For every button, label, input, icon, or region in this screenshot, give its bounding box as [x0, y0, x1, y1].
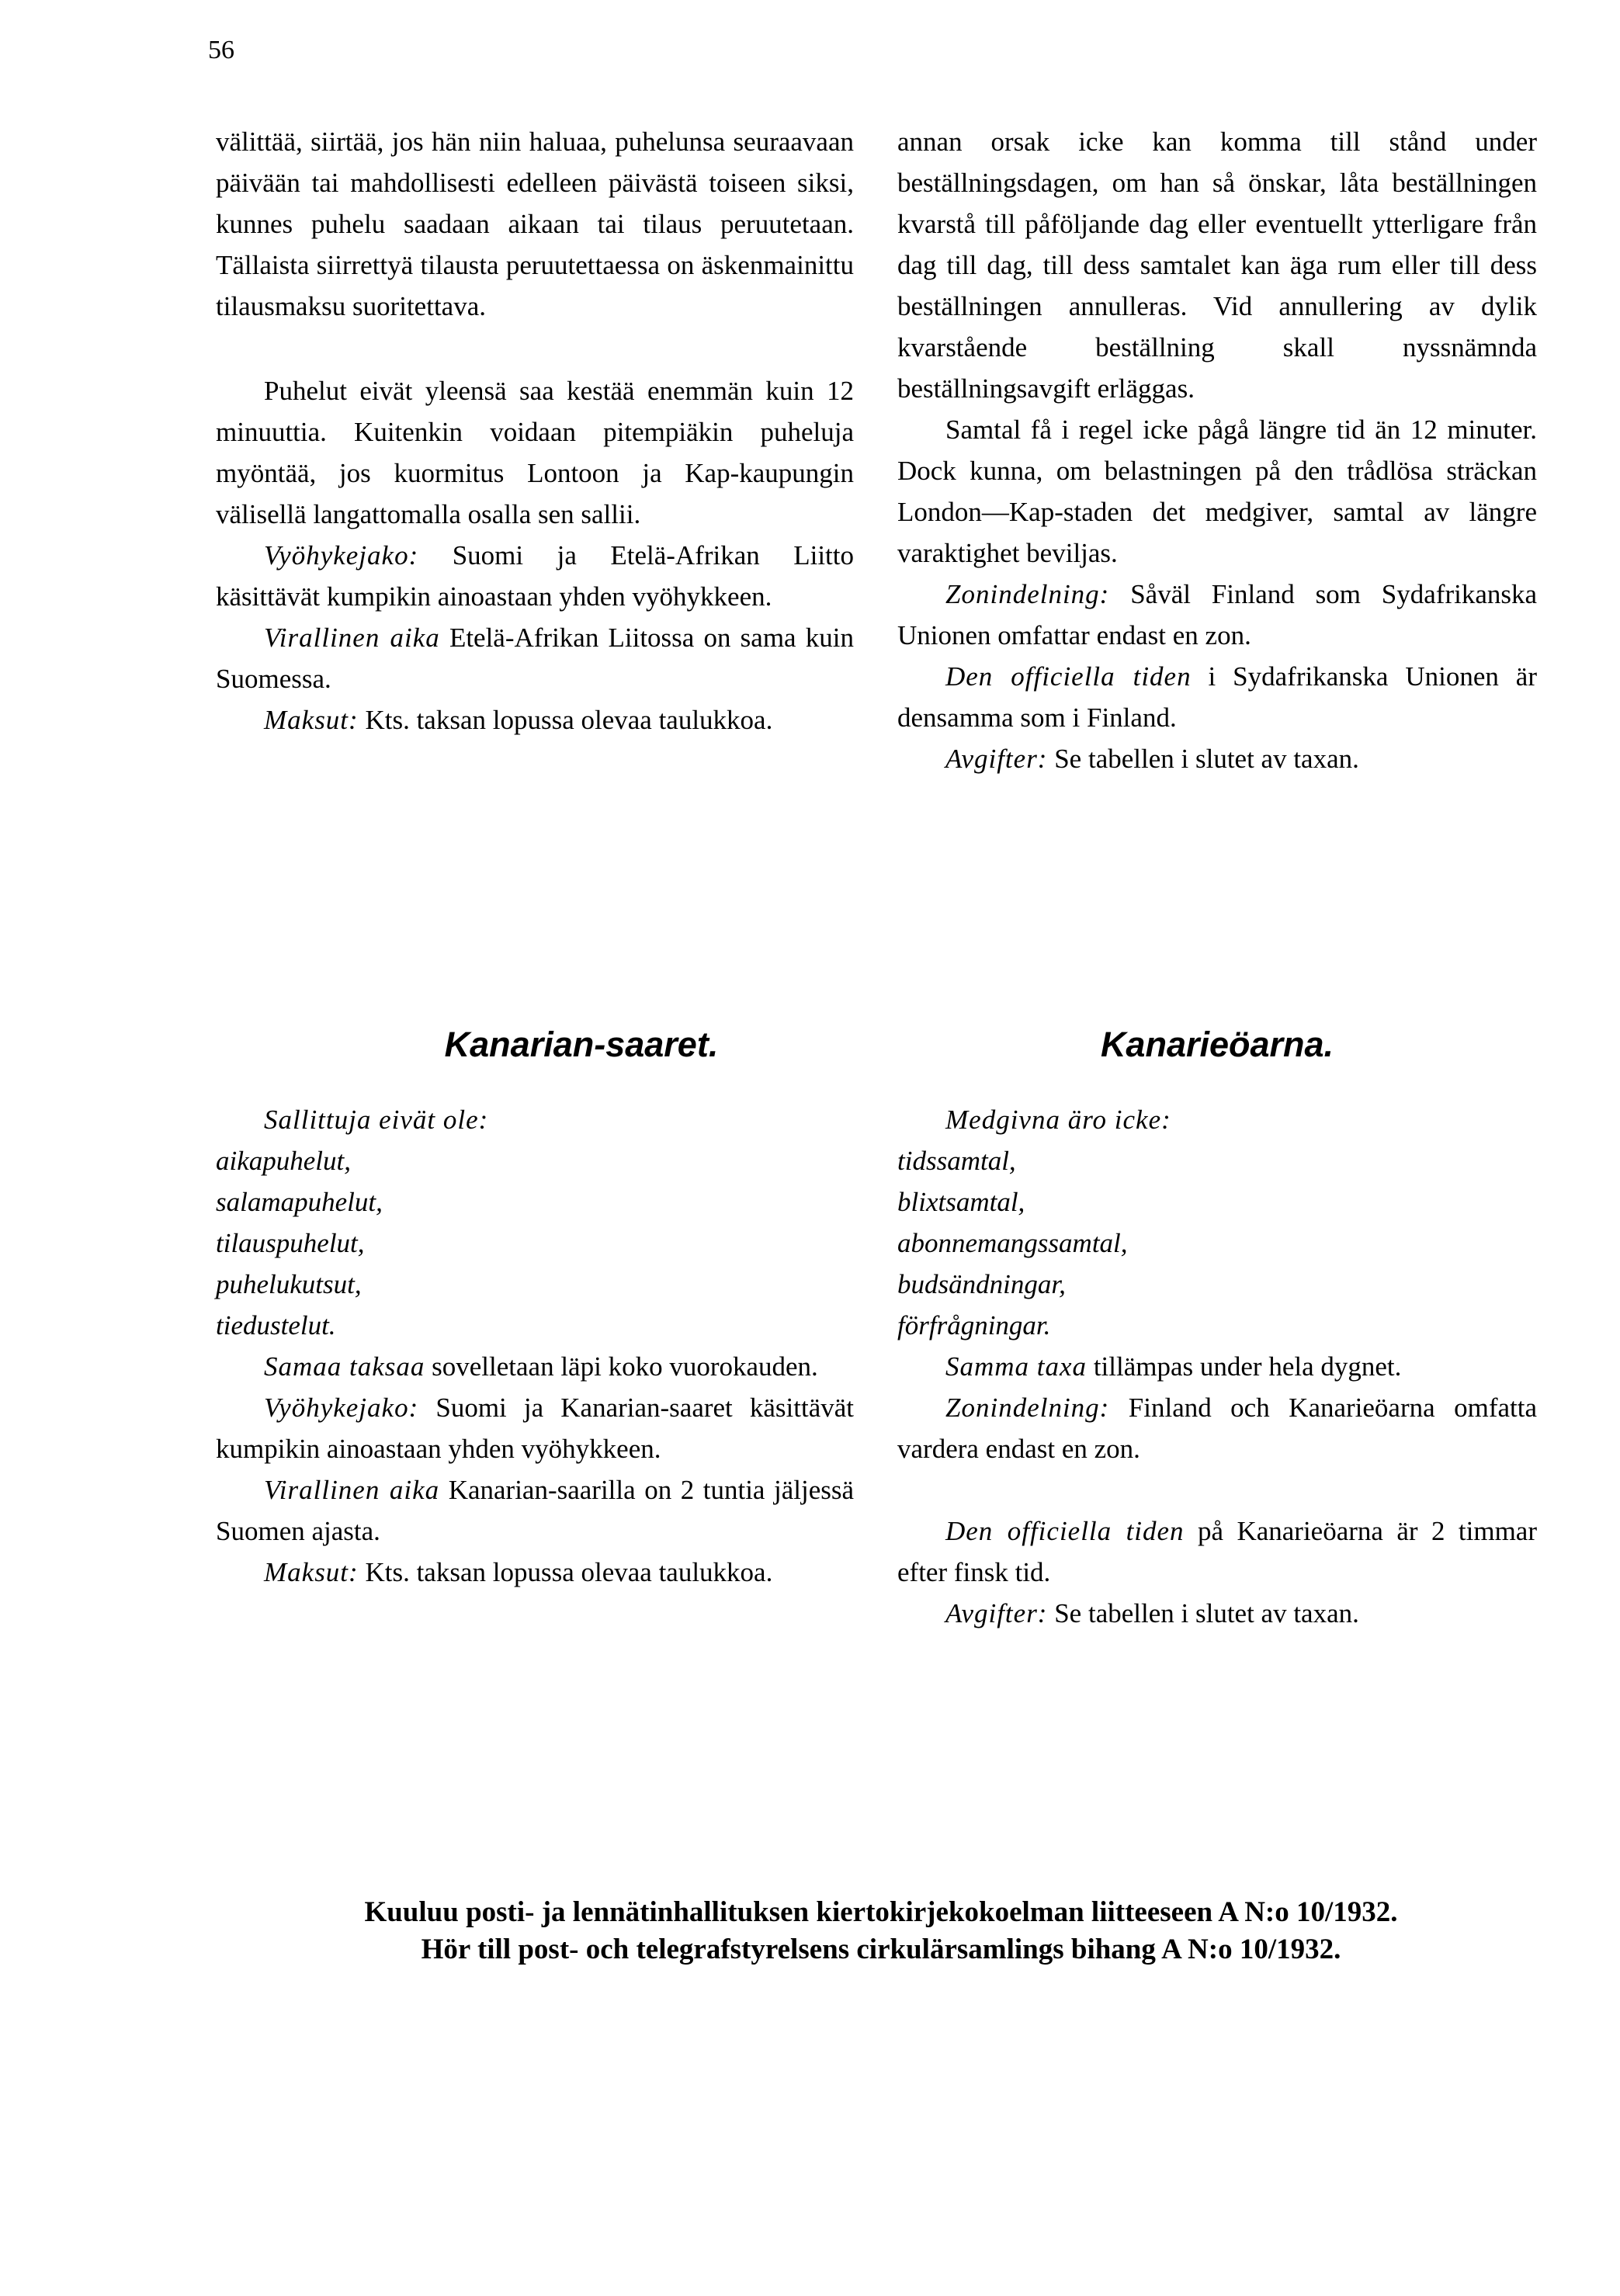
- swedish-zone-text: Såväl Finland som Sydafrikanska Unionen omfattar endast en zon.: [897, 579, 1538, 650]
- footer-swedish: Hör till post- och telegrafstyrelsens cirkulärsamlings bihang A N:o 10/1932.: [421, 1934, 1341, 1965]
- finnish-fees-label: Maksut:: [264, 705, 359, 735]
- finnish-canary-fees-text: Kts. taksan lopussa olevaa taulukkoa.: [365, 1557, 773, 1587]
- finnish-canary-zone-text: Suomi ja Kanarian-saaret käsittävät kumpikin ainoastaan yhden vyöhykkeen.: [216, 1393, 855, 1464]
- swedish-paragraph-time: [897, 656, 1537, 738]
- swedish-paragraph-postpone: annan orsak icke kan komma till stånd under beställningsdagen, om han så önskar, låta beställningen kvarstå till påföljande dag eller eventuellt ytterligare från dag till dag, till dess samtalet kan äga rum eller till dess beställningen annulleras. Vid annullering av dylik kvarstående beställning skall nyssnämnda beställningsavgift erläggas.: [897, 127, 1537, 404]
- finnish-canary-zone-label: Vyöhykejako:: [264, 1393, 419, 1423]
- swedish-canary-time-label: Den officiella tiden: [945, 1516, 1185, 1546]
- finnish-canary-time-label: Virallinen aika: [264, 1475, 440, 1505]
- finnish-list-item: tiedustelut.: [216, 1310, 336, 1340]
- finnish-canary-tariff-text: sovelletaan läpi koko vuorokauden.: [432, 1351, 818, 1382]
- swedish-canary-fees: [897, 1593, 1537, 1634]
- swedish-canary-title: Kanarieöarna.: [1100, 1025, 1334, 1064]
- finnish-time-label: Virallinen aika: [264, 623, 440, 653]
- swedish-fees-text: Se tabellen i slutet av taxan.: [1054, 744, 1359, 774]
- swedish-not-allowed-label: Medgivna äro icke:: [945, 1105, 1171, 1135]
- swedish-zone-label: Zonindelning:: [945, 579, 1110, 609]
- finnish-list-item: salamapuhelut,: [216, 1187, 383, 1217]
- swedish-time-text: i Sydafrikanska Unionen är densamma som i Finland.: [897, 661, 1537, 733]
- swedish-canary-tariff-text: tillämpas under hela dygnet.: [1093, 1351, 1402, 1382]
- finnish-canary-fees-label: Maksut:: [264, 1557, 359, 1587]
- swedish-canary-tariff-label: Samma taxa: [945, 1351, 1088, 1382]
- footer-finnish: Kuuluu posti- ja lennätinhallituksen kiertokirjekokoelman liitteeseen A N:o 10/1932.: [364, 1896, 1398, 1928]
- finnish-canary-tariff: [216, 1346, 854, 1387]
- finnish-zone-text: Suomi ja Etelä-Afrikan Liitto käsittävät kumpikin ainoastaan yhden vyöhykkeen.: [216, 540, 854, 612]
- finnish-canary-time: [216, 1469, 854, 1552]
- swedish-canary-time-text: på Kanarieöarna är 2 timmar efter finsk tid.: [897, 1516, 1538, 1587]
- swedish-time-label: Den officiella tiden: [945, 661, 1192, 692]
- finnish-not-allowed-label: Sallittuja eivät ole:: [264, 1105, 489, 1135]
- page-number: 56: [208, 36, 234, 64]
- finnish-canary-fees: [216, 1552, 854, 1593]
- finnish-paragraph-zone: [216, 535, 854, 617]
- finnish-canary-section: [216, 1023, 854, 1593]
- finnish-canary-zone: [216, 1387, 854, 1469]
- finnish-canary-time-text: Kanarian-saarilla on 2 tuntia jäljessä Suomen ajasta.: [216, 1475, 855, 1546]
- finnish-canary-title: Kanarian-saaret.: [444, 1025, 719, 1064]
- finnish-paragraph-duration: Puhelut eivät yleensä saa kestää enemmän kuin 12 minuuttia. Kuitenkin voidaan pitempiäkin puheluja myöntää, jos kuormitus Lontoon ja Kap-kaupungin välisellä langattomalla osalla sen sallii.: [216, 376, 854, 529]
- swedish-paragraph-duration: Samtal få i regel icke pågå längre tid än 12 minuter. Dock kunna, om belastningen på den trådlösa sträckan London—Kap-staden det medgiver, samtal av längre varaktighet beviljas.: [897, 414, 1537, 568]
- swedish-canary-zone: [897, 1387, 1537, 1469]
- swedish-list-item: förfrågningar.: [897, 1310, 1051, 1340]
- finnish-paragraph-fees: [216, 699, 854, 740]
- finnish-column-top: [216, 121, 854, 740]
- finnish-canary-tariff-label: Samaa taksaa: [264, 1351, 425, 1382]
- swedish-column-top: [897, 121, 1537, 779]
- swedish-paragraph-zone: [897, 574, 1537, 656]
- swedish-canary-tariff: [897, 1346, 1537, 1387]
- finnish-zone-label: Vyöhykejako:: [264, 540, 419, 571]
- finnish-paragraph-time: [216, 617, 854, 699]
- swedish-canary-zone-text: Finland och Kanarieöarna omfatta vardera endast en zon.: [897, 1393, 1537, 1464]
- finnish-list-item: tilauspuhelut,: [216, 1228, 365, 1258]
- finnish-paragraph-postpone: välittää, siirtää, jos hän niin haluaa, puhelunsa seuraavaan päivään tai mahdollisesti edelleen päivästä toiseen siksi, kunnes puhelu saadaan aikaan tai tilaus peruutetaan. Tällaista siirrettyä tilausta peruutettaessa on äskenmainittu tilausmaksu suoritettava.: [216, 127, 854, 321]
- finnish-time-text: Etelä-Afrikan Liitossa on sama kuin Suomessa.: [216, 623, 854, 694]
- swedish-canary-time: [897, 1510, 1537, 1593]
- footer: [225, 1894, 1537, 1968]
- swedish-list-item: budsändningar,: [897, 1269, 1066, 1299]
- finnish-list-item: aikapuhelut,: [216, 1146, 351, 1176]
- swedish-canary-fees-text: Se tabellen i slutet av taxan.: [1054, 1598, 1359, 1628]
- swedish-canary-zone-label: Zonindelning:: [945, 1393, 1110, 1423]
- swedish-list-item: tidssamtal,: [897, 1146, 1016, 1176]
- finnish-list-item: puhelukutsut,: [216, 1269, 362, 1299]
- swedish-canary-section: [897, 1023, 1537, 1634]
- swedish-list-item: abonnemangssamtal,: [897, 1228, 1128, 1258]
- swedish-fees-label: Avgifter:: [945, 744, 1048, 774]
- finnish-fees-text: Kts. taksan lopussa olevaa taulukkoa.: [365, 705, 773, 735]
- swedish-list-item: blixtsamtal,: [897, 1187, 1025, 1217]
- swedish-canary-fees-label: Avgifter:: [945, 1598, 1048, 1628]
- swedish-paragraph-fees: [897, 738, 1537, 779]
